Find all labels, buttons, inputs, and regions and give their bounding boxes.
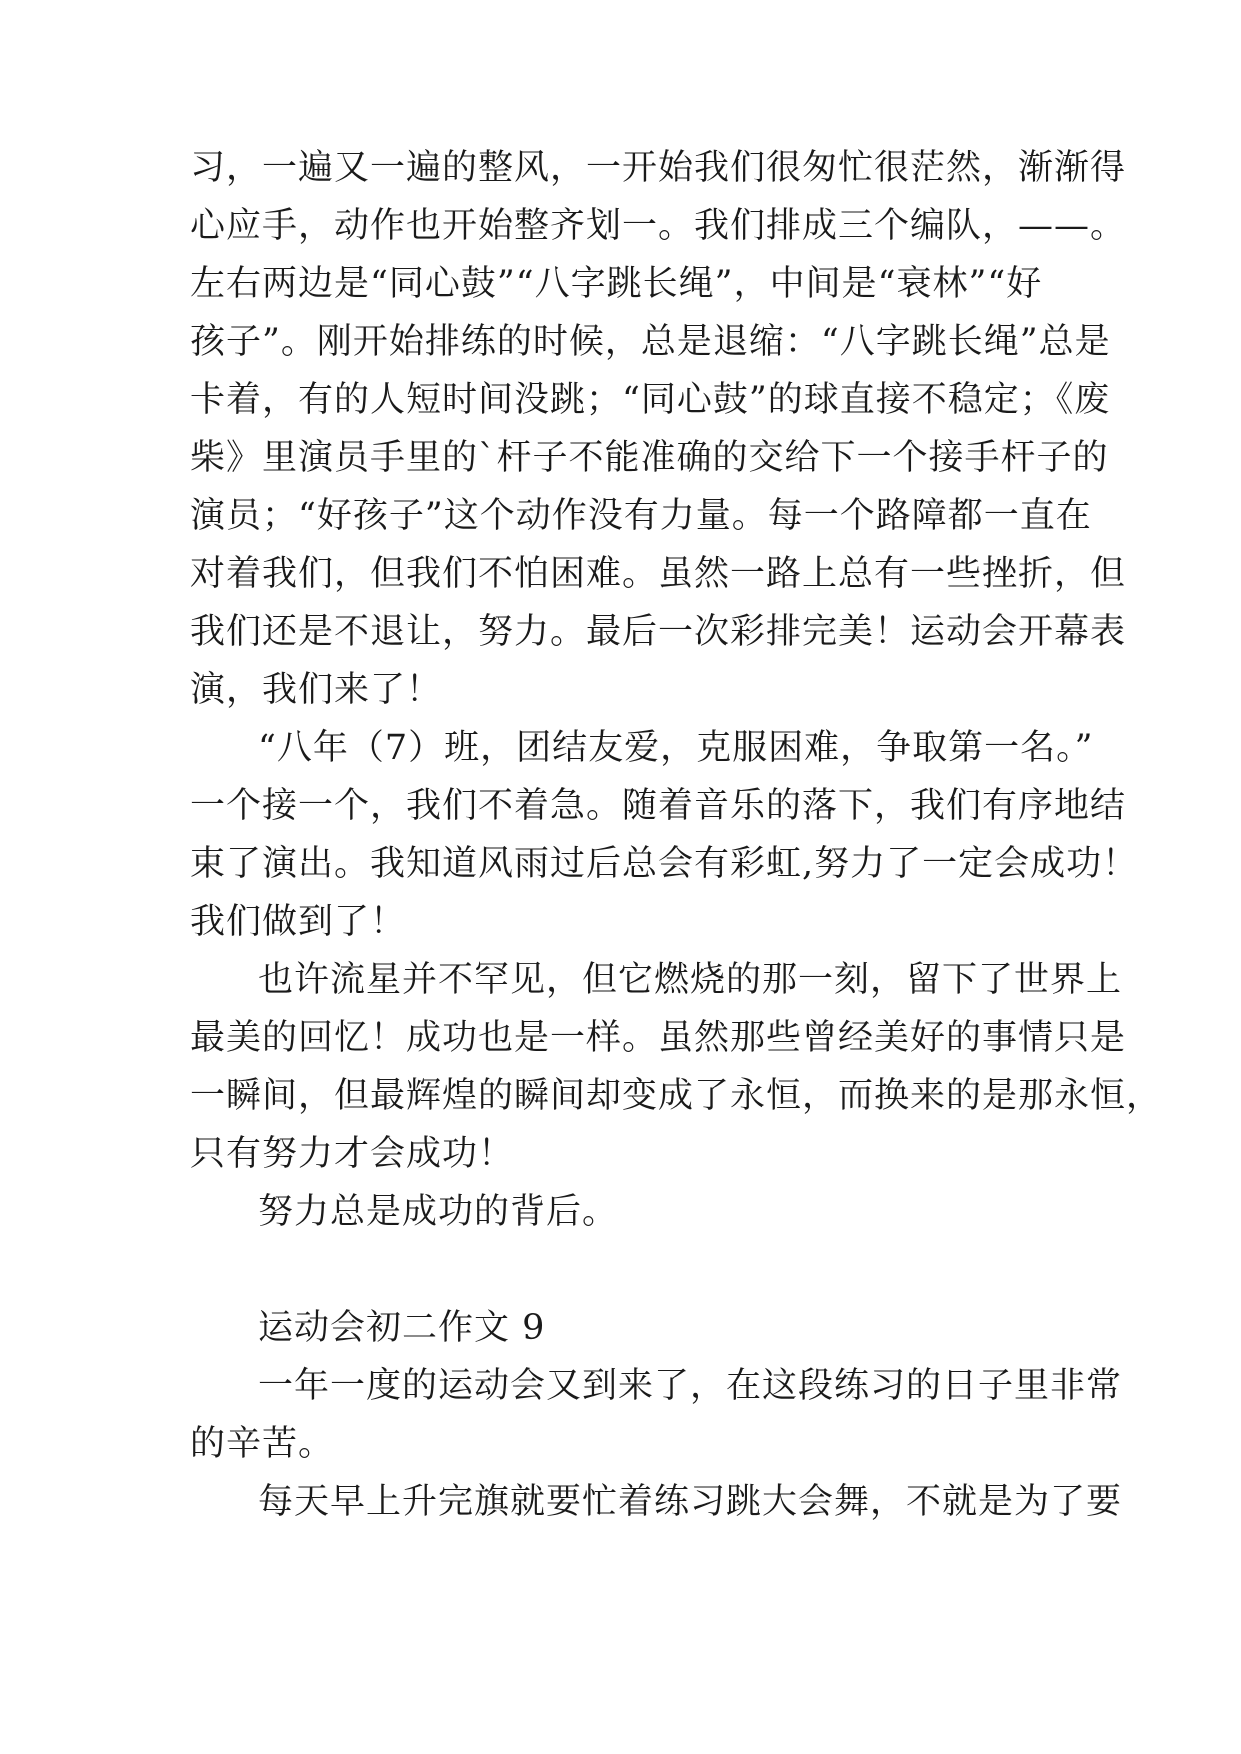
- text-line: 习，一遍又一遍的整风，一开始我们很匆忙很茫然，渐渐得: [190, 148, 1127, 188]
- text-line: 一个接一个，我们不着急。随着音乐的落下，我们有序地结: [190, 786, 1127, 826]
- text-line: 卡着，有的人短时间没跳；“同心鼓”的球直接不稳定；《废: [190, 380, 1111, 420]
- text-line: 演，我们来了！: [190, 670, 443, 710]
- text-line: 心应手，动作也开始整齐划一。我们排成三个编队，——。: [190, 206, 1127, 246]
- text-line: 努力总是成功的背后。: [258, 1192, 619, 1232]
- text-line: 只有努力才会成功！: [190, 1134, 515, 1174]
- section-title: 运动会初二作文 9: [258, 1308, 546, 1348]
- text-line: 我们做到了！: [190, 902, 407, 942]
- text-line: 左右两边是“同心鼓”“八字跳长绳”，中间是“衰林”“好: [190, 264, 1043, 304]
- text-line: 最美的回忆！成功也是一样。虽然那些曾经美好的事情只是: [190, 1018, 1127, 1058]
- text-line: 柴》里演员手里的`杆子不能准确的交给下一个接手杆子的: [190, 438, 1109, 478]
- text-line: 束了演出。我知道风雨过后总会有彩虹,努力了一定会成功！: [190, 844, 1139, 884]
- text-line: 每天早上升完旗就要忙着练习跳大会舞，不就是为了要: [258, 1482, 1123, 1522]
- text-line: 我们还是不退让，努力。最后一次彩排完美！运动会开幕表: [190, 612, 1127, 652]
- text-line: “八年（7）班，团结友爱，克服困难，争取第一名。”: [258, 728, 1094, 768]
- text-line: 演员；“好孩子”这个动作没有力量。每一个路障都一直在: [190, 496, 1092, 536]
- text-line: 也许流星并不罕见，但它燃烧的那一刻，留下了世界上: [258, 960, 1123, 1000]
- text-line: 对着我们，但我们不怕困难。虽然一路上总有一些挫折，但: [190, 554, 1127, 594]
- text-line: 一瞬间，但最辉煌的瞬间却变成了永恒，而换来的是那永恒，: [190, 1076, 1163, 1116]
- text-line: 孩子”。刚开始排练的时候，总是退缩：“八字跳长绳”总是: [190, 322, 1111, 362]
- text-line: 的辛苦。: [190, 1424, 335, 1464]
- text-line: 一年一度的运动会又到来了，在这段练习的日子里非常: [258, 1366, 1123, 1406]
